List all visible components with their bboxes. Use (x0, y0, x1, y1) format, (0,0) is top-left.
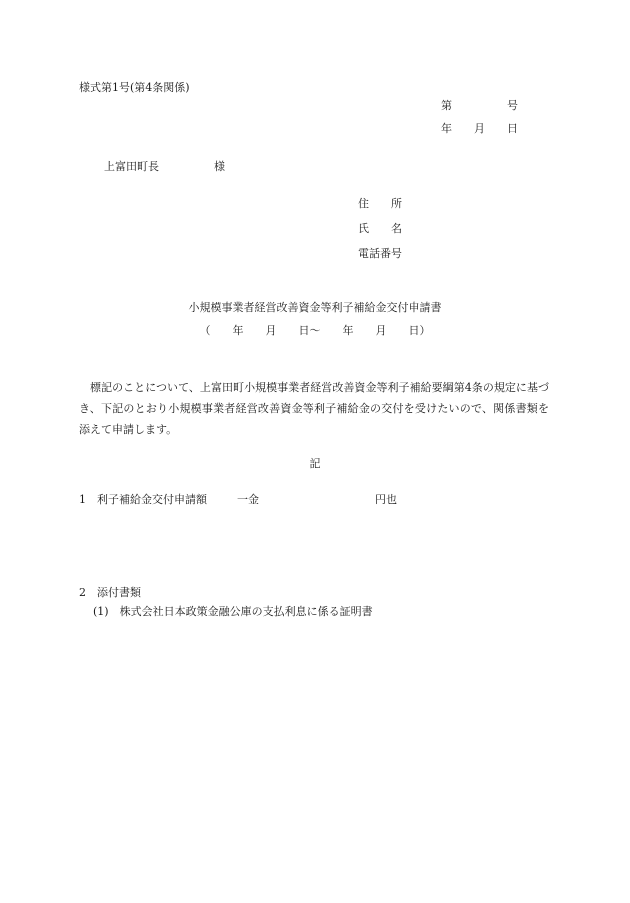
item2-sub1: (1) 株式会社日本政策金融公庫の支払利息に係る証明書 (93, 605, 373, 618)
item1-label: 1 利子補給金交付申請額 (79, 493, 207, 506)
document-number-line: 第 号 (441, 99, 518, 112)
address-label: 住 所 (358, 197, 402, 210)
document-title: 小規模事業者経営改善資金等利子補給金交付申請書 (188, 301, 442, 314)
ki-heading: 記 (309, 457, 321, 470)
application-period: （ 年 月 日〜 年 月 日） (199, 324, 431, 337)
form-number: 様式第1号(第4条関係) (79, 81, 190, 94)
item2-label: 2 添付書類 (79, 586, 141, 599)
phone-label: 電話番号 (358, 247, 402, 260)
date-line: 年 月 日 (441, 122, 518, 135)
addressee: 上富田町長 様 (104, 160, 225, 173)
item1-amount-prefix: 一金 (237, 493, 259, 506)
item1-amount-suffix: 円也 (375, 493, 397, 506)
name-label: 氏 名 (358, 222, 402, 235)
body-paragraph: 標記のことについて、上富田町小規模事業者経営改善資金等利子補給要綱第4条の規定に基づき、下記のとおり小規模事業者経営改善資金等利子補給金の交付を受けたいので、関係書類を添えて申請します。 (79, 381, 549, 436)
